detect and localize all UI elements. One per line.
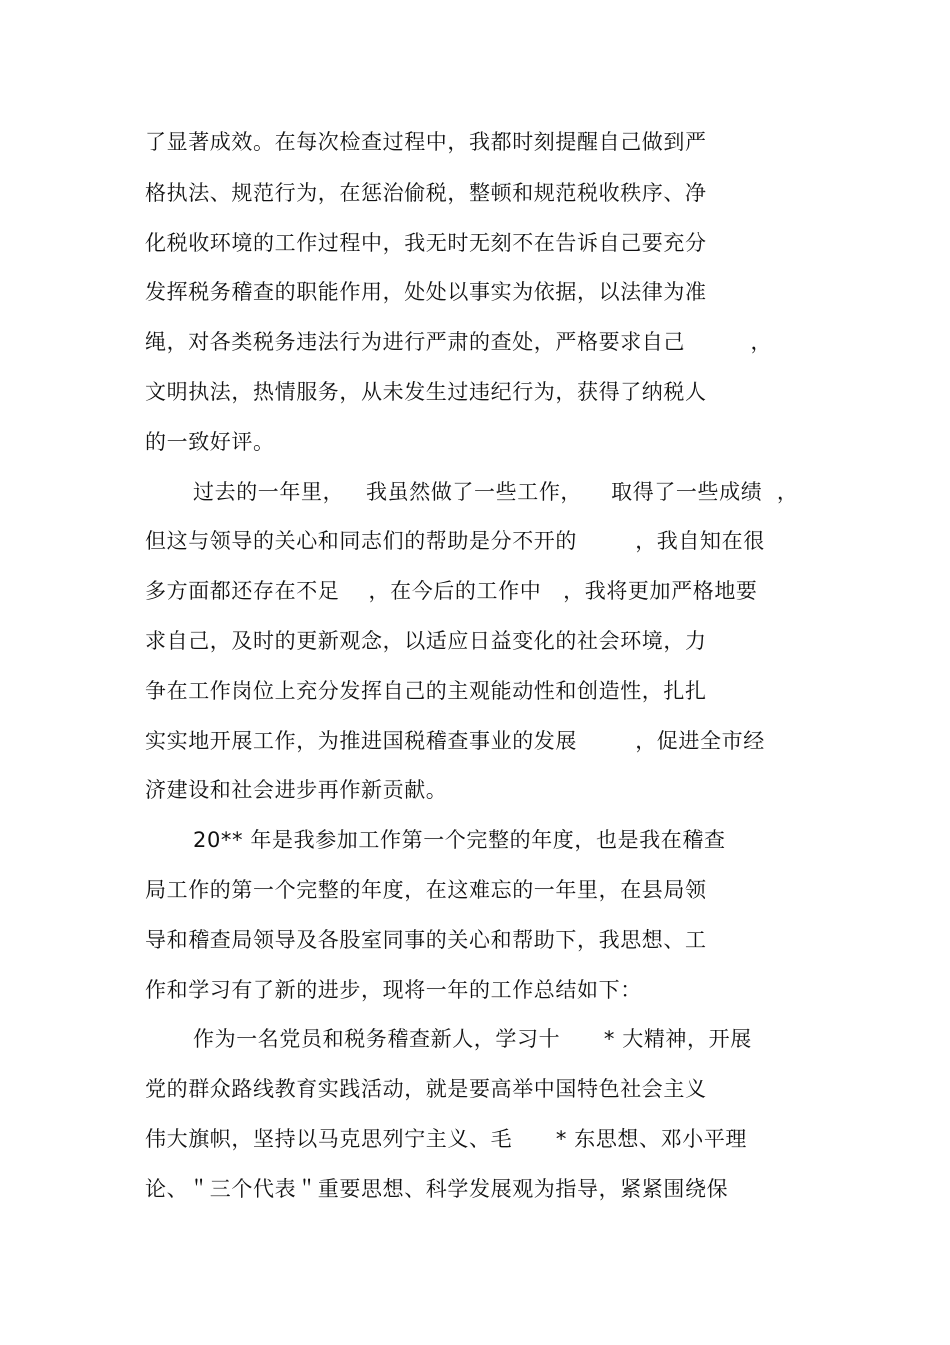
text-line: 党的群众路线教育实践活动，就是要高举中国特色社会主义 bbox=[145, 1077, 707, 1101]
text-line: 争在工作岗位上充分发挥自己的主观能动性和创造性，扎扎 bbox=[145, 679, 707, 703]
text-line: 济建设和社会进步再作新贡献。 bbox=[145, 778, 448, 802]
text-line: 局工作的第一个完整的年度，在这难忘的一年里，在县局领 bbox=[145, 878, 707, 902]
text-line: 化税收环境的工作过程中，我无时无刻不在告诉自己要充分 bbox=[145, 231, 707, 255]
text-line: 但这与领导的关心和同志们的帮助是分不开的 ，我自知在很 bbox=[145, 529, 765, 553]
text-line: 过去的一年里， 我虽然做了一些工作， 取得了一些成绩 ， bbox=[193, 480, 799, 504]
text-line: 求自己，及时的更新观念，以适应日益变化的社会环境，力 bbox=[145, 629, 707, 653]
text-line: 伟大旗帜，坚持以马克思列宁主义、毛 * 东思想、邓小平理 bbox=[145, 1127, 748, 1151]
text-line: 绳，对各类税务违法行为进行严肃的查处，严格要求自己 ， bbox=[145, 330, 773, 354]
text-line: 多方面都还存在不足 ，在今后的工作中 ，我将更加严格地要 bbox=[145, 579, 758, 603]
text-line: 发挥税务稽查的职能作用，处处以事实为依据，以法律为准 bbox=[145, 280, 707, 304]
text-line: 作为一名党员和税务稽查新人，学习十 * 大精神，开展 bbox=[193, 1027, 752, 1051]
text-line: 导和稽查局领导及各股室同事的关心和帮助下，我思想、工 bbox=[145, 928, 707, 952]
text-line: 文明执法，热情服务，从未发生过违纪行为，获得了纳税人 bbox=[145, 380, 707, 404]
text-line: 格执法、规范行为，在惩治偷税，整顿和规范税收秩序、净 bbox=[145, 181, 707, 205]
text-line: 实实地开展工作，为推进国税稽查事业的发展 ，促进全市经 bbox=[145, 729, 765, 753]
text-line: 20** 年是我参加工作第一个完整的年度，也是我在稽查 bbox=[193, 828, 726, 852]
text-line: 了显著成效。在每次检查过程中，我都时刻提醒自己做到严 bbox=[145, 130, 707, 154]
text-line: 的一致好评。 bbox=[145, 430, 275, 454]
text-line: 作和学习有了新的进步，现将一年的工作总结如下： bbox=[145, 978, 642, 1002]
text-line: 论、＂三个代表＂重要思想、科学发展观为指导，紧紧围绕保 bbox=[145, 1177, 729, 1201]
